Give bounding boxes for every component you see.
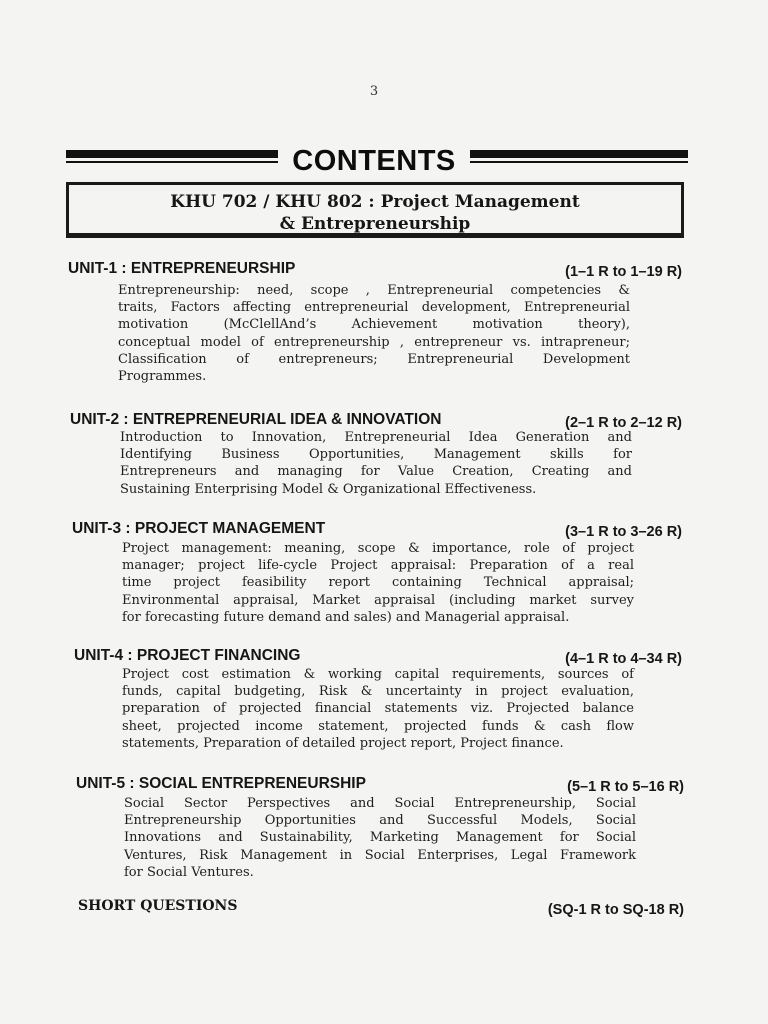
contents-title: CONTENTS: [292, 145, 456, 177]
unit-3: [0, 520, 768, 625]
unit-2: [0, 411, 768, 497]
unit-description: [118, 282, 630, 385]
description-line: preparation of projected financial statements viz. Projected balance: [122, 701, 634, 717]
description-line: Ventures, Risk Management in Social Enterprises, Legal Framework: [124, 847, 636, 863]
unit-page-range: (3–1 R to 3–26 R): [565, 524, 682, 540]
description-line: traits, Factors affecting entrepreneurial development, Entrepreneurial: [118, 300, 630, 316]
short-questions-title: SHORT QUESTIONS: [78, 898, 238, 914]
description-line: Project management: meaning, scope & importance, role of project: [122, 541, 634, 556]
header-rule-right: [470, 150, 688, 158]
unit-5: [0, 775, 768, 880]
description-line: Environmental appraisal, Market appraisal (including market survey: [122, 592, 634, 608]
course-title-box: [66, 182, 684, 238]
unit-description: [124, 795, 636, 881]
description-line: Project cost estimation & working capital requirements, sources of: [122, 667, 634, 682]
unit-title: UNIT-2 : ENTREPRENEURIAL IDEA & INNOVATION: [70, 411, 442, 428]
description-line: Classification of entrepreneurs; Entrepreneurial Development: [118, 351, 630, 367]
description-line: Entrepreneurship: need, scope , Entrepreneurial competencies &: [118, 283, 630, 298]
description-line: funds, capital budgeting, Risk & uncertainty in project evaluation,: [122, 684, 634, 700]
contents-header: [66, 142, 690, 182]
unit-title: UNIT-1 : ENTREPRENEURSHIP: [68, 260, 296, 277]
page-number: 3: [369, 84, 379, 99]
description-line: for forecasting future demand and sales) and Managerial appraisal.: [122, 609, 570, 625]
header-rule-thin-left: [66, 161, 278, 163]
description-line: sheet, projected income statement, projected funds & cash flow: [122, 718, 634, 734]
description-line: statements, Preparation of detailed project report, Project finance.: [122, 735, 564, 751]
description-line: Innovations and Sustainability, Marketing Management for Social: [124, 830, 636, 846]
description-line: Programmes.: [118, 369, 207, 385]
description-line: Entrepreneurship Opportunities and Successful Models, Social: [124, 813, 636, 829]
unit-1: [0, 260, 768, 385]
unit-description: [120, 429, 632, 498]
unit-page-range: (4–1 R to 4–34 R): [565, 651, 682, 667]
description-line: Social Sector Perspectives and Social Entrepreneurship, Social: [124, 796, 636, 811]
description-line: motivation (McClellAnd’s Achievement motivation theory),: [118, 317, 630, 333]
unit-description: [122, 540, 634, 626]
unit-page-range: (2–1 R to 2–12 R): [565, 415, 682, 431]
description-line: manager; project life-cycle Project appraisal: Preparation of a real: [122, 558, 634, 574]
description-line: Sustaining Enterprising Model & Organizational Effectiveness.: [120, 481, 537, 497]
header-rule-left: [66, 150, 278, 158]
short-questions-page-range: (SQ-1 R to SQ-18 R): [547, 902, 684, 918]
description-line: conceptual model of entrepreneurship , entrepreneur vs. intrapreneur;: [118, 334, 630, 350]
unit-title: UNIT-5 : SOCIAL ENTREPRENEURSHIP: [76, 775, 366, 792]
course-title-line-1: KHU 702 / KHU 802 : Project Management: [170, 192, 580, 212]
unit-page-range: (1–1 R to 1–19 R): [565, 264, 682, 280]
unit-description: [122, 666, 634, 752]
course-title-line-2: & Entrepreneurship: [279, 214, 471, 234]
description-line: Entrepreneurs and managing for Value Creation, Creating and: [120, 464, 632, 480]
description-line: Identifying Business Opportunities, Management skills for: [120, 447, 632, 463]
header-rule-thin-right: [470, 161, 688, 163]
unit-title: UNIT-3 : PROJECT MANAGEMENT: [72, 520, 326, 537]
unit-4: [0, 647, 768, 751]
description-line: time project feasibility report containing Technical appraisal;: [122, 575, 634, 591]
description-line: for Social Ventures.: [124, 864, 254, 880]
description-line: Introduction to Innovation, Entrepreneurial Idea Generation and: [120, 430, 632, 445]
unit-title: UNIT-4 : PROJECT FINANCING: [74, 647, 301, 664]
unit-page-range: (5–1 R to 5–16 R): [567, 779, 684, 795]
